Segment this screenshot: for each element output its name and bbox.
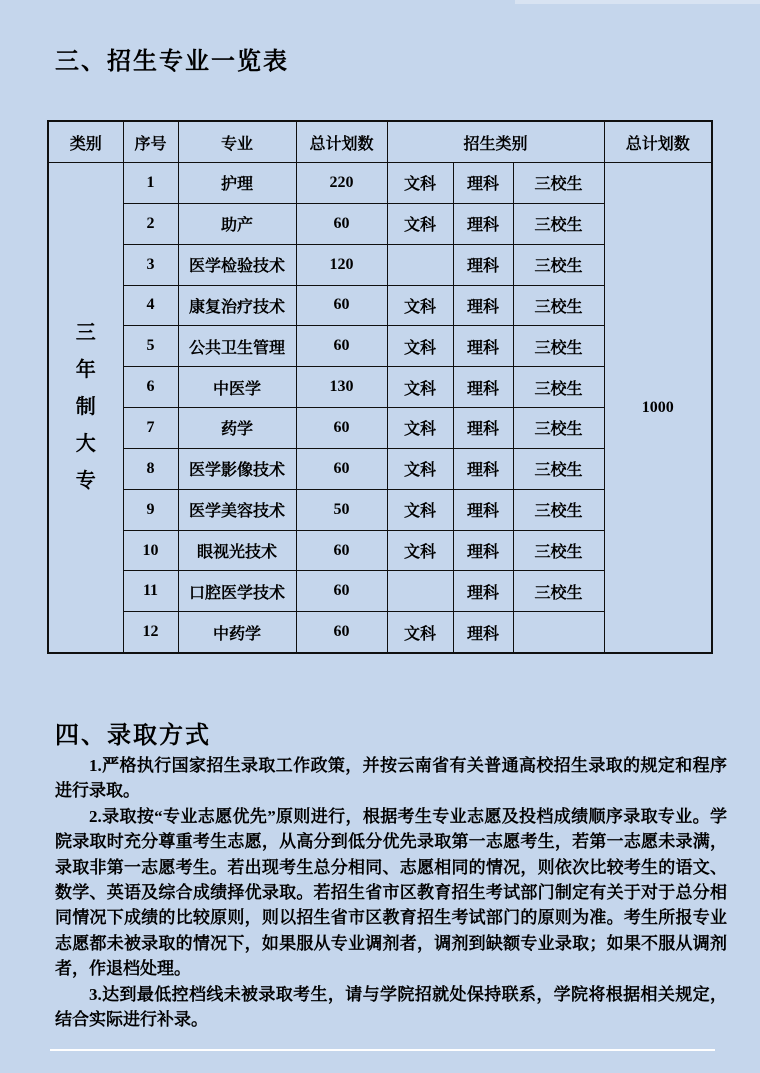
science-cell: 理科	[453, 489, 513, 530]
plan-cell: 60	[296, 448, 387, 489]
science-cell: 理科	[453, 163, 513, 204]
col-header-major: 专业	[178, 121, 296, 163]
major-cell: 中医学	[178, 367, 296, 408]
plan-cell: 60	[296, 612, 387, 653]
admission-paragraphs	[55, 753, 727, 1032]
category-char: 大	[75, 433, 96, 456]
major-cell: 医学影像技术	[178, 448, 296, 489]
arts-cell: 文科	[387, 326, 453, 367]
science-cell: 理科	[453, 326, 513, 367]
seq-cell: 5	[123, 326, 178, 367]
major-cell: 医学检验技术	[178, 244, 296, 285]
seq-cell: 10	[123, 530, 178, 571]
arts-cell: 文科	[387, 489, 453, 530]
seq-cell: 7	[123, 408, 178, 449]
sanxiaosheng-cell: 三校生	[513, 326, 604, 367]
sanxiaosheng-cell: 三校生	[513, 163, 604, 204]
major-cell: 助产	[178, 203, 296, 244]
grand-total-cell: 1000	[604, 163, 712, 654]
major-cell: 康复治疗技术	[178, 285, 296, 326]
admission-paragraph-1: 1.严格执行国家招生录取工作政策，并按云南省有关普通高校招生录取的规定和程序进行录取。	[55, 756, 727, 801]
science-cell: 理科	[453, 285, 513, 326]
majors-section-title: 三、招生专业一览表	[55, 49, 289, 75]
page-edge-highlight	[515, 0, 760, 4]
sanxiaosheng-cell: 三校生	[513, 448, 604, 489]
col-header-total: 总计划数	[604, 121, 712, 163]
category-char: 三	[75, 322, 96, 345]
sanxiaosheng-cell	[513, 612, 604, 653]
science-cell: 理科	[453, 530, 513, 571]
seq-cell: 3	[123, 244, 178, 285]
plan-cell: 220	[296, 163, 387, 204]
sanxiaosheng-cell: 三校生	[513, 489, 604, 530]
science-cell: 理科	[453, 244, 513, 285]
table-header-row	[48, 121, 712, 163]
arts-cell: 文科	[387, 163, 453, 204]
seq-cell: 2	[123, 203, 178, 244]
category-char: 制	[75, 396, 96, 419]
sanxiaosheng-cell: 三校生	[513, 571, 604, 612]
seq-cell: 12	[123, 612, 178, 653]
plan-cell: 120	[296, 244, 387, 285]
arts-cell	[387, 571, 453, 612]
seq-cell: 6	[123, 367, 178, 408]
col-header-category: 类别	[48, 121, 123, 163]
table-body	[48, 163, 712, 654]
sanxiaosheng-cell: 三校生	[513, 530, 604, 571]
arts-cell: 文科	[387, 285, 453, 326]
major-cell: 公共卫生管理	[178, 326, 296, 367]
plan-cell: 60	[296, 326, 387, 367]
table-row	[48, 163, 712, 204]
science-cell: 理科	[453, 367, 513, 408]
plan-cell: 50	[296, 489, 387, 530]
major-cell: 眼视光技术	[178, 530, 296, 571]
admission-section-title: 四、录取方式	[55, 723, 211, 749]
arts-cell: 文科	[387, 530, 453, 571]
major-cell: 医学美容技术	[178, 489, 296, 530]
arts-cell: 文科	[387, 203, 453, 244]
seq-cell: 9	[123, 489, 178, 530]
science-cell: 理科	[453, 612, 513, 653]
admission-paragraph-2: 2.录取按“专业志愿优先”原则进行，根据考生专业志愿及投档成绩顺序录取专业。学院录取时充分尊重考生志愿，从高分到低分优先录取第一志愿考生，若第一志愿未录满，录取非第一志愿考生。若出现考生总分相同、志愿相同的情况，则依次比较考生的语文、数学、英语及综合成绩择优录取。若招生省市区教育招生考试部门制定有关于对于总分相同情况下成绩的比较原则，则以招生省市区教育招生考试部门的原则为准。考生所报专业志愿都未被录取的情况下，如果服从专业调剂者，调剂到缺额专业录取；如果不服从调剂者，作退档处理。	[55, 806, 727, 979]
seq-cell: 8	[123, 448, 178, 489]
sanxiaosheng-cell: 三校生	[513, 408, 604, 449]
arts-cell: 文科	[387, 408, 453, 449]
category-vertical-text	[49, 323, 123, 492]
category-cell	[48, 163, 123, 654]
arts-cell: 文科	[387, 448, 453, 489]
plan-cell: 60	[296, 530, 387, 571]
major-cell: 护理	[178, 163, 296, 204]
major-cell: 中药学	[178, 612, 296, 653]
major-cell: 口腔医学技术	[178, 571, 296, 612]
sanxiaosheng-cell: 三校生	[513, 203, 604, 244]
admission-paragraph-3: 3.达到最低控档线未被录取考生，请与学院招就处保持联系，学院将根据相关规定，结合实际进行补录。	[55, 984, 727, 1030]
col-header-enroll-category: 招生类别	[387, 121, 604, 163]
arts-cell: 文科	[387, 367, 453, 408]
science-cell: 理科	[453, 203, 513, 244]
arts-cell	[387, 244, 453, 285]
sanxiaosheng-cell: 三校生	[513, 244, 604, 285]
seq-cell: 4	[123, 285, 178, 326]
seq-cell: 1	[123, 163, 178, 204]
seq-cell: 11	[123, 571, 178, 612]
col-header-seq: 序号	[123, 121, 178, 163]
footer-divider-line	[50, 1049, 715, 1051]
majors-table	[47, 120, 713, 654]
sanxiaosheng-cell: 三校生	[513, 367, 604, 408]
col-header-plan: 总计划数	[296, 121, 387, 163]
plan-cell: 60	[296, 203, 387, 244]
category-char: 年	[75, 359, 96, 382]
science-cell: 理科	[453, 408, 513, 449]
plan-cell: 60	[296, 571, 387, 612]
sanxiaosheng-cell: 三校生	[513, 285, 604, 326]
category-char: 专	[75, 470, 96, 493]
science-cell: 理科	[453, 448, 513, 489]
science-cell: 理科	[453, 571, 513, 612]
plan-cell: 60	[296, 408, 387, 449]
plan-cell: 130	[296, 367, 387, 408]
plan-cell: 60	[296, 285, 387, 326]
arts-cell: 文科	[387, 612, 453, 653]
major-cell: 药学	[178, 408, 296, 449]
